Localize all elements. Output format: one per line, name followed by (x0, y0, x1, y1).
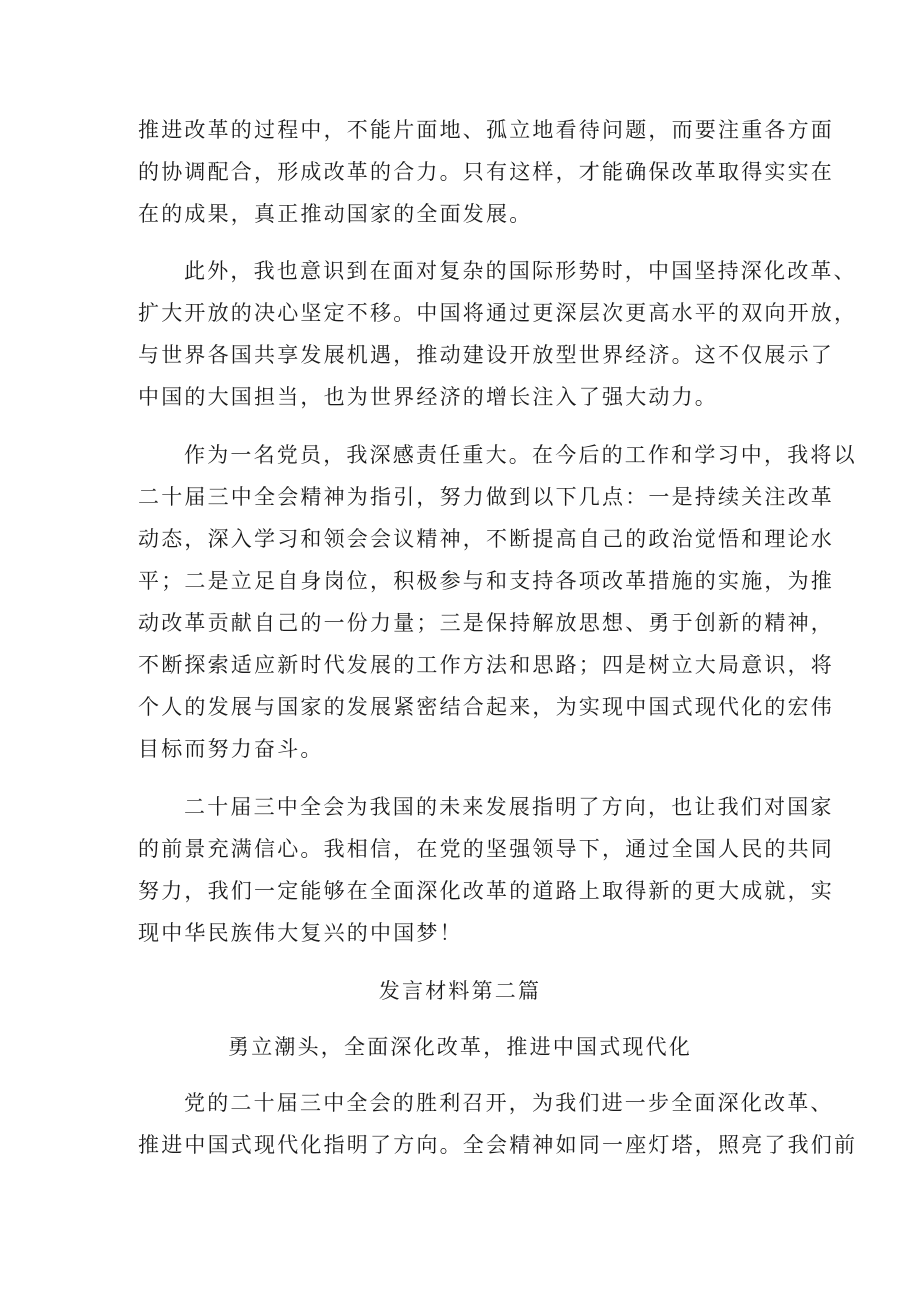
paragraph-line: 二十届三中全会为我国的未来发展指明了方向，也让我们对国家 (184, 795, 834, 819)
paragraph-line: 作为一名党员，我深感责任重大。在今后的工作和学习中，我将以 (184, 443, 857, 467)
section-title: 发言材料第二篇 (378, 979, 542, 1003)
paragraph-line: 党的二十届三中全会的胜利召开，为我们进一步全面深化改革、 (184, 1091, 834, 1115)
paragraph-line: 中国的大国担当，也为世界经济的增长注入了强大动力。 (138, 385, 718, 409)
paragraph-line: 的前景充满信心。我相信，在党的坚强领导下，通过全国人民的共同 (138, 837, 834, 861)
paragraph-line: 二十届三中全会精神为指引，努力做到以下几点：一是持续关注改革 (138, 485, 834, 509)
paragraph-line: 此外，我也意识到在面对复杂的国际形势时，中国坚持深化改革、 (184, 259, 857, 283)
paragraph-line: 现中华民族伟大复兴的中国梦！ (138, 921, 463, 945)
paragraph-line: 平；二是立足自身岗位，积极参与和支持各项改革措施的实施，为推 (138, 569, 834, 593)
paragraph-line: 推进中国式现代化指明了方向。全会精神如同一座灯塔，照亮了我们前 (138, 1133, 858, 1157)
paragraph-line: 扩大开放的决心坚定不移。中国将通过更深层次更高水平的双向开放， (138, 301, 858, 325)
paragraph-line: 个人的发展与国家的发展紧密结合起来，为实现中国式现代化的宏伟 (138, 695, 834, 719)
paragraph-line: 目标而努力奋斗。 (138, 737, 324, 761)
paragraph-line: 动态，深入学习和领会会议精神，不断提高自己的政治觉悟和理论水 (138, 527, 834, 551)
paragraph-line: 动改革贡献自己的一份力量；三是保持解放思想、勇于创新的精神， (138, 611, 834, 635)
paragraph-line: 与世界各国共享发展机遇，推动建设开放型世界经济。这不仅展示了 (138, 343, 834, 367)
paragraph-line: 推进改革的过程中，不能片面地、孤立地看待问题，而要注重各方面 (138, 118, 834, 142)
section-subtitle: 勇立潮头，全面深化改革，推进中国式现代化 (228, 1035, 692, 1059)
paragraph-line: 在的成果，真正推动国家的全面发展。 (138, 202, 533, 226)
paragraph-line: 不断探索适应新时代发展的工作方法和思路；四是树立大局意识，将 (138, 653, 834, 677)
paragraph-line: 努力，我们一定能够在全面深化改革的道路上取得新的更大成就，实 (138, 879, 834, 903)
paragraph-line: 的协调配合，形成改革的合力。只有这样，才能确保改革取得实实在 (138, 160, 834, 184)
